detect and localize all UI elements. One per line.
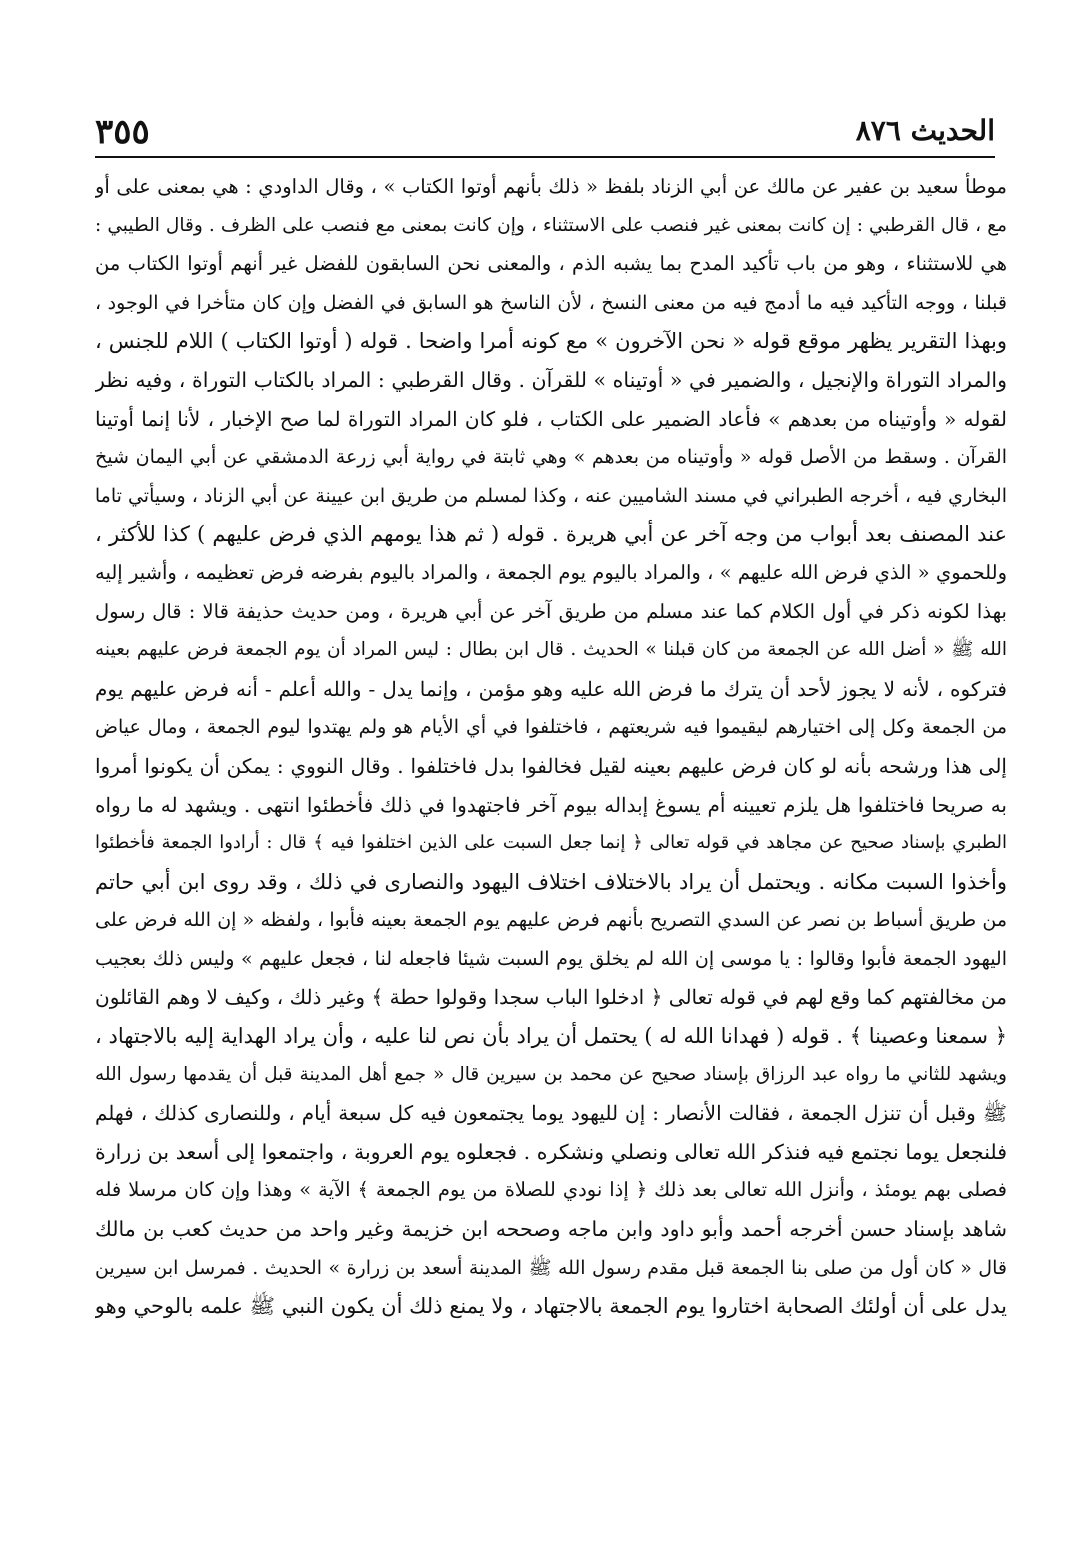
text-line: من الجمعة وكل إلى اختيارهم ليقيموا فيه شريعتهم ، فاختلفوا في أي الأيام هو ولم يهتدوا ليوم الجمعة ، ومال عياض — [95, 716, 1007, 739]
text-line: من مخالفتهم كما وقع لهم في قوله تعالى ﴿ ادخلوا الباب سجدا وقولوا حطة ﴾ وغير ذلك ، وكيف لا وهم القائلون — [95, 985, 1007, 1010]
text-line: عند المصنف بعد أبواب من وجه آخر عن أبي هريرة . قوله ( ثم هذا يومهم الذي فرض عليهم ) كذا للأكثر ، — [95, 522, 1007, 547]
text-line: من طريق أسباط بن نصر عن السدي التصريح بأنهم فرض عليهم يوم الجمعة بعينه فأبوا ، ولفظه « إن الله فرض على — [95, 909, 1007, 932]
text-line: لقوله « وأوتيناه من بعدهم » فأعاد الضمير على الكتاب ، فلو كان المراد التوراة لما صح الإخبار ، لأنا إنما أوتينا — [95, 406, 1007, 431]
text-line: الله ﷺ « أضل الله عن الجمعة من كان قبلنا » الحديث . قال ابن بطال : ليس المراد أن يوم الجمعة فرض عليهم بعينه — [95, 639, 1007, 661]
text-line: ﷺ وقبل أن تنزل الجمعة ، فقالت الأنصار : إن لليهود يوما يجتمعون فيه كل سبعة أيام ، وللنصارى كذلك ، فهلم — [95, 1101, 1007, 1126]
text-line: فلنجعل يوما نجتمع فيه فنذكر الله تعالى ونصلي ونشكره . فجعلوه يوم العروبة ، واجتمعوا إلى أسعد بن زرارة — [95, 1139, 1007, 1164]
text-line: فتركوه ، لأنه لا يجوز لأحد أن يترك ما فرض الله عليه وهو مؤمن ، وإنما يدل - والله أعلم - أنه فرض عليهم يوم — [95, 676, 1007, 701]
text-line: إلى هذا ورشحه بأنه لو كان فرض عليهم بعينه لقيل فخالفوا بدل فاختلفوا . وقال النووي : يمكن أن يكونوا أمروا — [95, 753, 1007, 778]
text-line: شاهد بإسناد حسن أخرجه أحمد وأبو داود وابن ماجه وصححه ابن خزيمة وغير واحد من حديث كعب بن مالك — [95, 1217, 1007, 1242]
text-line: ﴿ سمعنا وعصينا ﴾ . قوله ( فهدانا الله له ) يحتمل أن يراد بأن نص لنا عليه ، وأن يراد الهداية إليه بالاجتهاد ، — [95, 1024, 1007, 1049]
text-line: ويشهد للثاني ما رواه عبد الرزاق بإسناد صحيح عن محمد بن سيرين قال « جمع أهل المدينة قبل أن يقدمها رسول الله — [95, 1063, 1007, 1085]
page-header — [95, 108, 995, 154]
text-line: موطأ سعيد بن عفير عن مالك عن أبي الزناد بلفظ « ذلك بأنهم أوتوا الكتاب » ، وقال الداودي : هي بمعنى على أو — [95, 175, 1007, 198]
body-text — [95, 168, 1007, 1326]
text-line: به صريحا فاختلفوا هل يلزم تعيينه أم يسوغ إبداله بيوم آخر فاجتهدوا في ذلك فأخطئوا انتهى . ويشهد له ما رواه — [95, 792, 1007, 817]
running-head: الحديث ٨٧٦ — [855, 114, 995, 147]
text-line: والمراد التوراة والإنجيل ، والضمير في « أوتيناه » للقرآن . وقال القرطبي : المراد بالكتاب التوراة ، وفيه نظر — [95, 367, 1007, 392]
text-line: وأخذوا السبت مكانه . ويحتمل أن يراد بالاختلاف اختلاف اليهود والنصارى في ذلك ، وقد روى ابن أبي حاتم — [95, 869, 1007, 894]
text-line: القرآن . وسقط من الأصل قوله « وأوتيناه من بعدهم » وهي ثابتة في رواية أبي زرعة الدمشقي عن أبي اليمان شيخ — [95, 446, 1007, 469]
text-line: قبلنا ، ووجه التأكيد فيه ما أدمج فيه من معنى النسخ ، لأن الناسخ هو السابق في الفضل وإن كان متأخرا في الوجود ، — [95, 291, 1007, 314]
text-line: قال « كان أول من صلى بنا الجمعة قبل مقدم رسول الله ﷺ المدينة أسعد بن زرارة » الحديث . فمرسل ابن سيرين — [95, 1256, 1007, 1279]
text-line: فصلى بهم يومئذ ، وأنزل الله تعالى بعد ذلك ﴿ إذا نودي للصلاة من يوم الجمعة ﴾ الآية » وهذا وإن كان مرسلا فله — [95, 1178, 1007, 1202]
text-line: يدل على أن أولئك الصحابة اختاروا يوم الجمعة بالاجتهاد ، ولا يمنع ذلك أن يكون النبي ﷺ علمه بالوحي وهو — [95, 1294, 1007, 1319]
header-divider — [95, 156, 995, 158]
text-line: الطبري بإسناد صحيح عن مجاهد في قوله تعالى ﴿ إنما جعل السبت على الذين اختلفوا فيه ﴾ قال : أرادوا الجمعة فأخطئوا — [95, 832, 1007, 854]
text-line: البخاري فيه ، أخرجه الطبراني في مسند الشاميين عنه ، وكذا لمسلم من طريق ابن عيينة عن أبي الزناد ، وسيأتي تاما — [95, 484, 1007, 507]
text-line: وللحموي « الذي فرض الله عليهم » ، والمراد باليوم يوم الجمعة ، والمراد باليوم بفرضه فرض تعظيمه ، وأشير إليه — [95, 560, 1007, 584]
page-number: ٣٥٥ — [95, 112, 150, 152]
text-line: وبهذا التقرير يظهر موقع قوله « نحن الآخرون » مع كونه أمرا واضحا . قوله ( أوتوا الكتاب ) اللام للجنس ، — [95, 329, 1007, 354]
text-line: مع ، قال القرطبي : إن كانت بمعنى غير فنصب على الاستثناء ، وإن كانت بمعنى مع فنصب على الظرف . وقال الطيبي : — [95, 214, 1007, 236]
text-line: بهذا لكونه ذكر في أول الكلام كما عند مسلم من طريق آخر عن أبي هريرة ، ومن حديث حذيفة قالا : قال رسول — [95, 599, 1007, 623]
text-line: اليهود الجمعة فأبوا وقالوا : يا موسى إن الله لم يخلق يوم السبت شيئا فاجعله لنا ، فجعل عليهم » وليس ذلك بعجيب — [95, 947, 1007, 970]
text-line: هي للاستثناء ، وهو من باب تأكيد المدح بما يشبه الذم ، والمعنى نحن السابقون للفضل غير أنهم أوتوا الكتاب من — [95, 252, 1007, 276]
